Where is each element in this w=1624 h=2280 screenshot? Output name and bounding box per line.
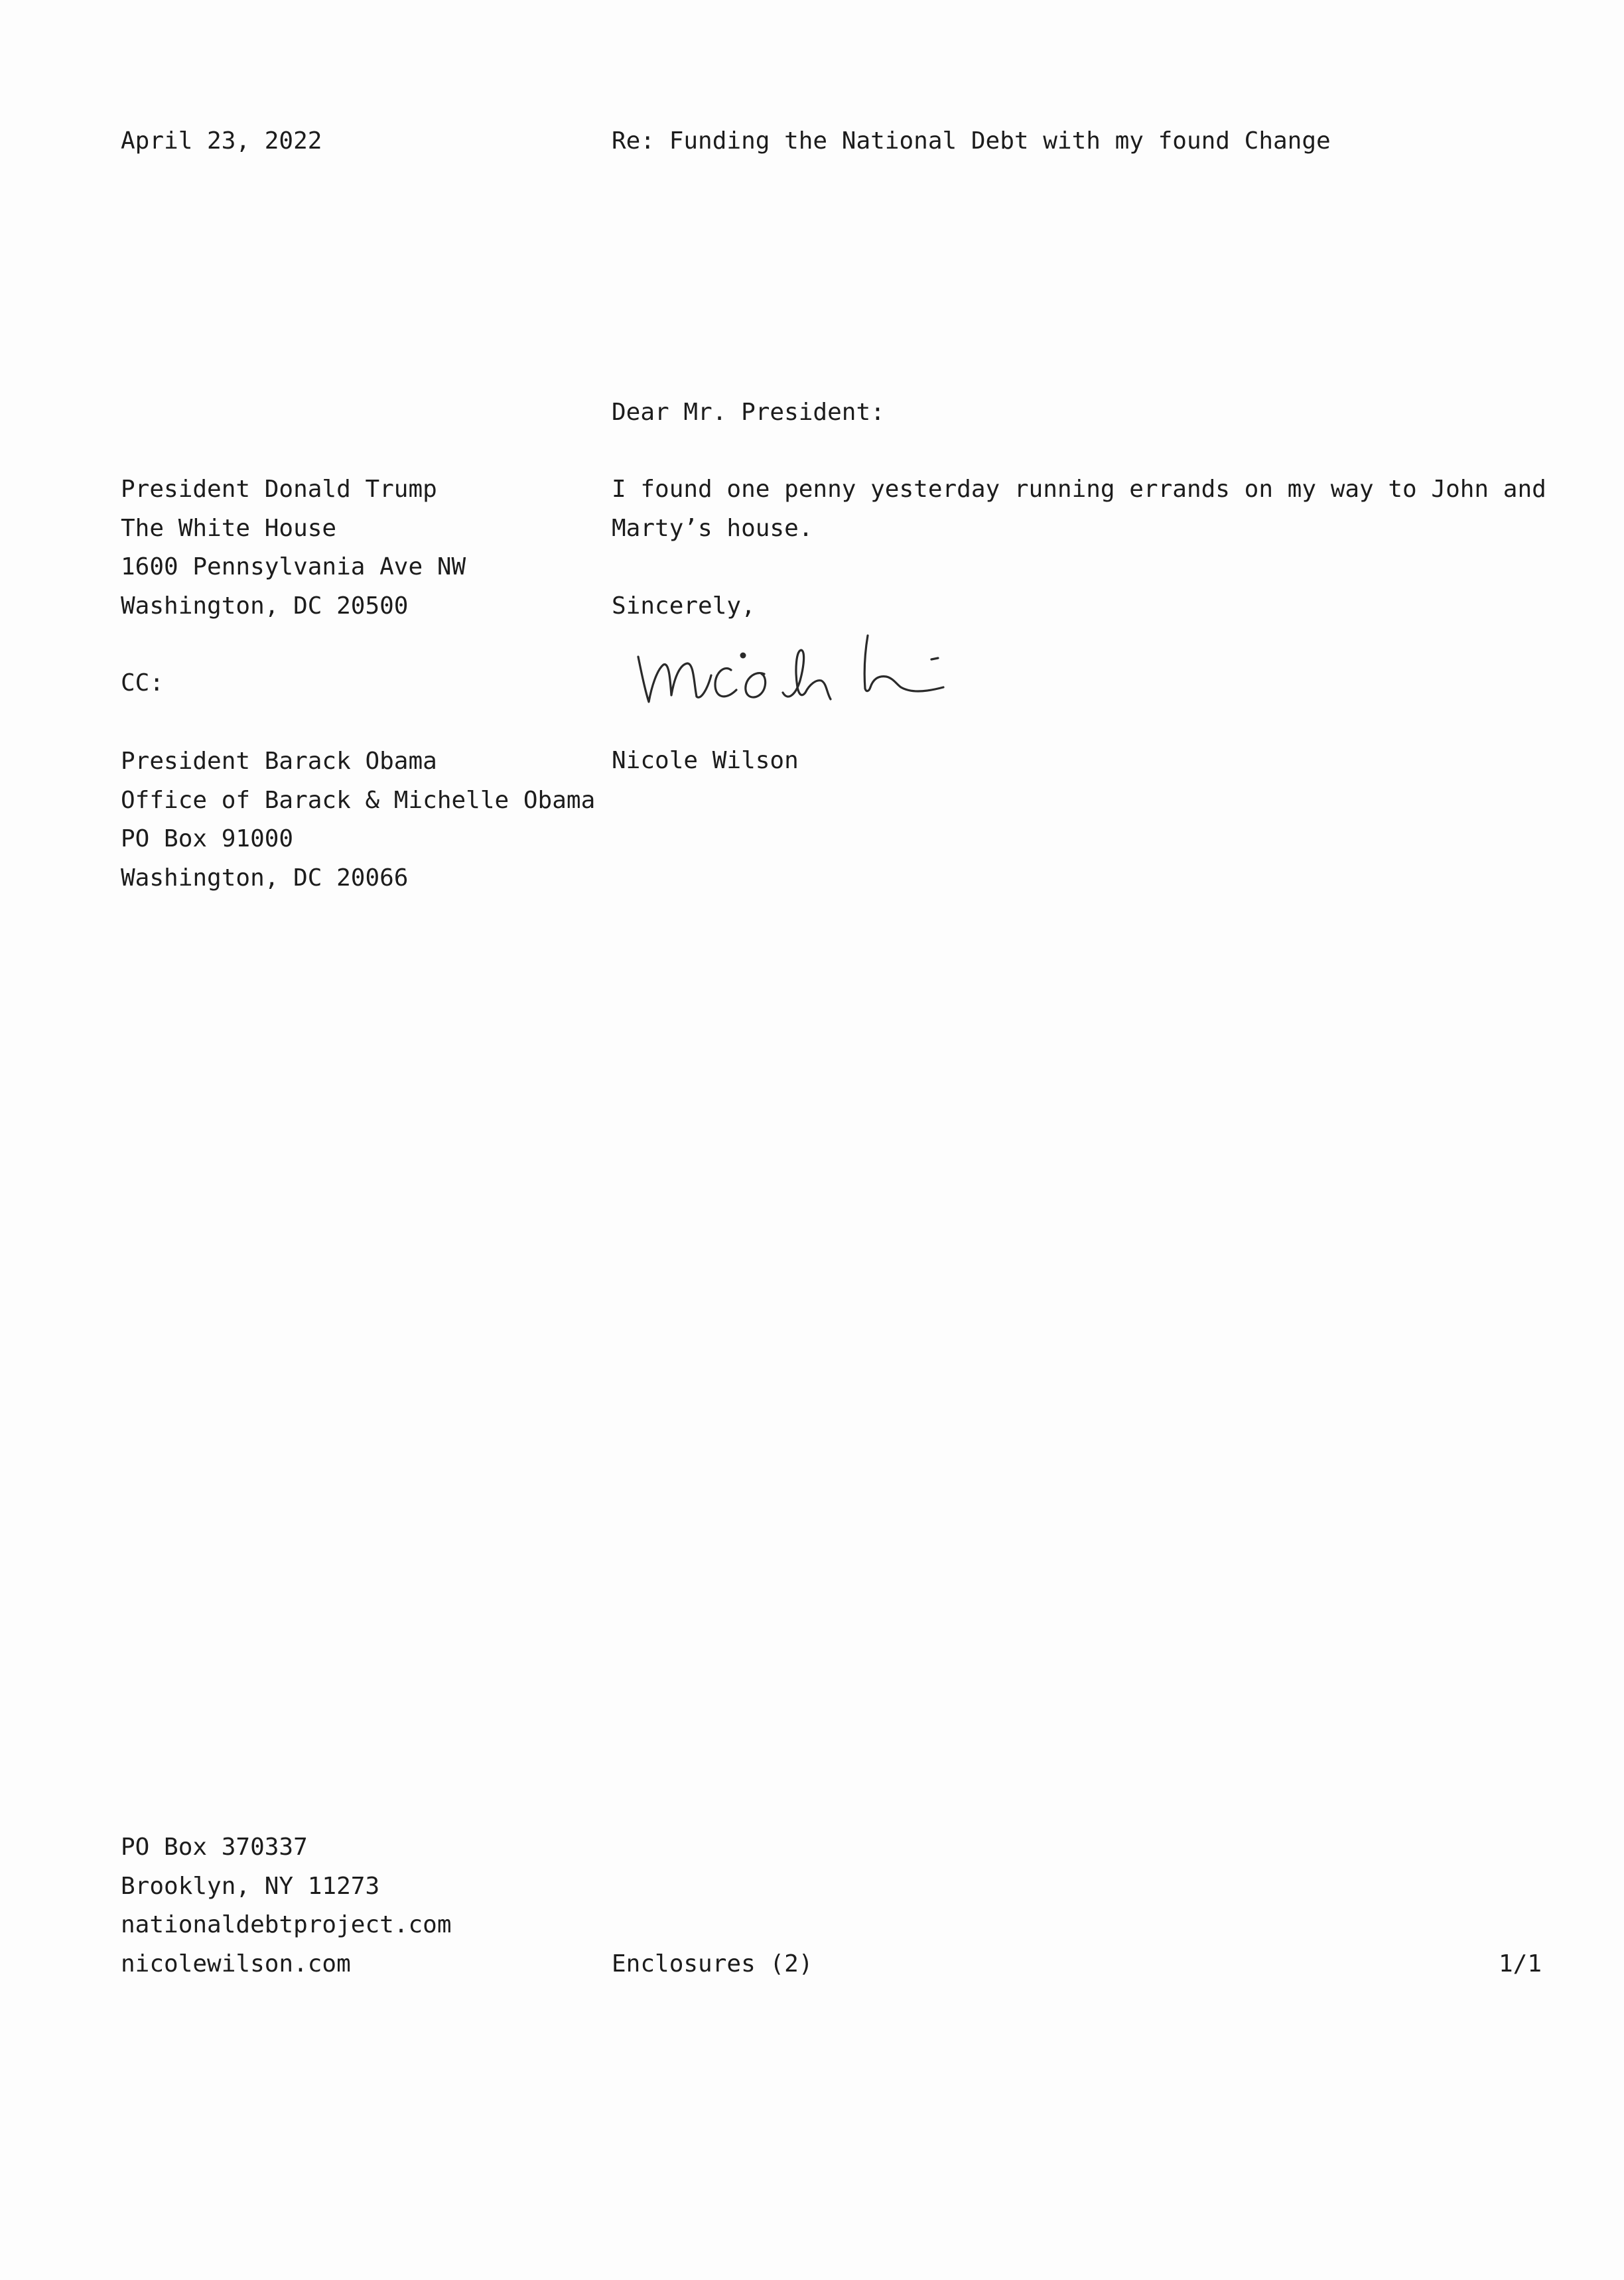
cc-recipient-address xyxy=(121,742,595,898)
body-line: I found one penny yesterday running errands on my way to John and xyxy=(612,476,1546,503)
recipient-line: President Donald Trump xyxy=(121,476,437,503)
letter-date: April 23, 2022 xyxy=(121,127,322,155)
cc-recipient-line: Office of Barack & Michelle Obama xyxy=(121,786,596,814)
letter-body xyxy=(612,470,1546,548)
letter-subject: Re: Funding the National Debt with my found Change xyxy=(612,127,1331,155)
footer-line: Brooklyn, NY 11273 xyxy=(121,1872,380,1900)
recipient-address xyxy=(121,470,466,626)
recipient-line: Washington, DC 20500 xyxy=(121,592,409,620)
page-number: 1/1 xyxy=(1498,1950,1542,1978)
footer-line: nationaldebtproject.com xyxy=(121,1911,452,1938)
cc-recipient-line: PO Box 91000 xyxy=(121,825,294,852)
recipient-line: The White House xyxy=(121,514,337,542)
cc-label: CC: xyxy=(121,669,165,697)
cc-recipient-line: President Barack Obama xyxy=(121,748,437,775)
enclosures-note: Enclosures (2) xyxy=(612,1950,813,1978)
footer-line: PO Box 370337 xyxy=(121,1834,308,1861)
recipient-line: 1600 Pennsylvania Ave NW xyxy=(121,553,466,580)
footer-address xyxy=(121,1828,452,1983)
cc-recipient-line: Washington, DC 20066 xyxy=(121,864,409,892)
body-line: Marty’s house. xyxy=(612,514,813,542)
signature xyxy=(632,624,963,713)
salutation: Dear Mr. President: xyxy=(612,399,885,426)
footer-line: nicolewilson.com xyxy=(121,1950,351,1978)
sender-name: Nicole Wilson xyxy=(612,747,799,774)
closing: Sincerely, xyxy=(612,592,756,620)
